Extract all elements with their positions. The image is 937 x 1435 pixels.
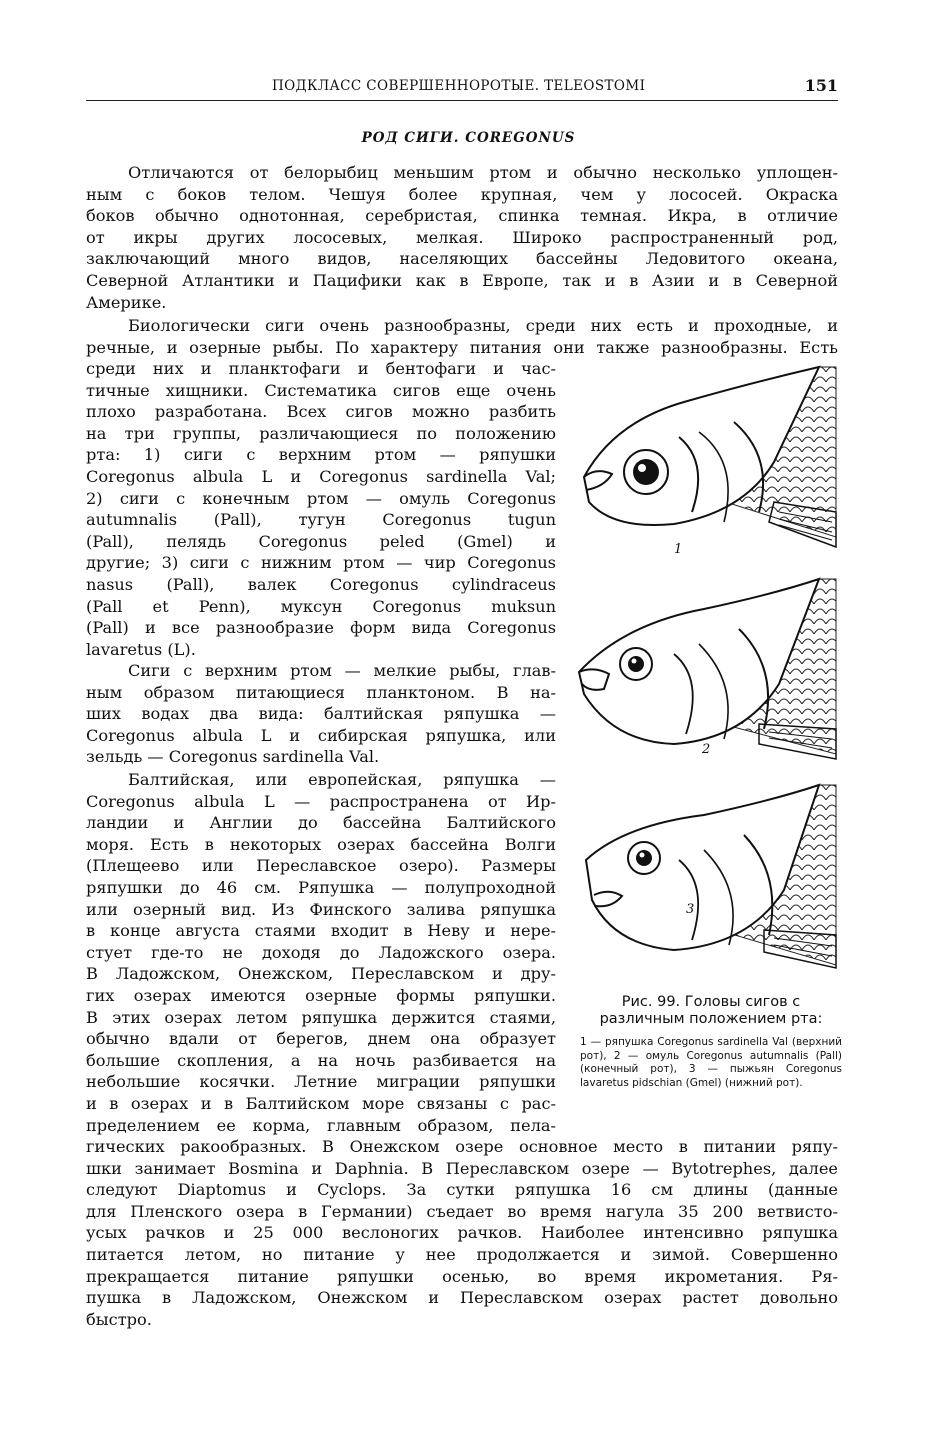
figure-label-3: 3 (686, 902, 695, 917)
text-line: питается летом, но питание у нее продолжается и зимой. Совершенно (86, 1244, 838, 1264)
text-line: autumnalis (Pall), тугун Coregonus tugun (86, 510, 556, 530)
text-line: прекращается питание ряпушки осенью, во время икрометания. Ря- (86, 1266, 838, 1286)
text-line: (Pall), пелядь Coregonus peled (Gmel) и (86, 531, 556, 551)
figure-caption-body: 1 — ряпушка Coregonus sardinella Val (верхний рот), 2 — омуль Coregonus autumnalis (Pall) (конечный рот), 3 — пыжьян Coregonus lavaretus pidschian (Gmel) (нижний рот). (580, 1036, 842, 1089)
text-line: шки занимает Bosmina и Daphnia. В Переславском озере — Bytotrephes, далее (86, 1158, 838, 1178)
section-title: РОД СИГИ. COREGONUS (361, 130, 576, 146)
figure-label-1: 1 (674, 542, 683, 557)
text-line: ным с боков телом. Чешуя более крупная, чем у лососей. Окраска (86, 184, 838, 204)
figure-label-2: 2 (702, 742, 711, 757)
text-line: усых рачков и 25 000 веслоногих рачков. Наиболее интенсивно ряпушка (86, 1223, 838, 1243)
text-line: зельдь — Coregonus sardinella Val. (86, 747, 380, 767)
text-line: гих озерах имеются озерные формы ряпушки. (86, 985, 556, 1005)
text-line: Coregonus albula L и сибирская ряпушка, или (86, 725, 556, 745)
text-line: на три группы, различающиеся по положению (86, 423, 556, 443)
text-line: для Пленского озера в Германии) съедает во время нагула 35 200 ветвисто- (86, 1201, 838, 1221)
text-line: В этих озерах летом ряпушка держится стаями, (86, 1007, 556, 1027)
running-head (86, 76, 838, 101)
figure-caption-title: Рис. 99. Головы сигов с различным положением рта: (599, 994, 823, 1027)
text-line: Отличаются от белорыбиц меньшим ртом и обычно несколько уплощен- (128, 163, 838, 182)
text-line: Балтийская, или европейская, ряпушка — (128, 770, 556, 789)
text-line: Биологически сиги очень разнообразны, среди них есть и проходные, и (128, 316, 838, 335)
text-line: обычно вдали от берегов, днем она образует (86, 1029, 556, 1049)
text-line: пределением ее корма, главным образом, пела- (86, 1115, 556, 1135)
paragraph-2-column (86, 358, 556, 660)
fish-head-1-illustration (574, 362, 846, 557)
text-line: ряпушки до 46 см. Ряпушка — полупроходной (86, 877, 556, 897)
text-line: гических ракообразных. В Онежском озере основное место в питании ряпу- (86, 1137, 838, 1156)
text-line: 2) сиги с конечным ртом — омуль Coregonus (86, 488, 556, 508)
paragraph-4-full (86, 1136, 838, 1330)
text-line: Северной Атлантики и Пацифики как в Европе, так и в Азии и в Северной (86, 270, 838, 290)
text-line: в конце августа стаями входит в Неву и нере- (86, 921, 556, 941)
text-line: быстро. (86, 1309, 152, 1329)
text-line: ным образом питающиеся планктоном. В на- (86, 682, 556, 702)
text-line: среди них и планктофаги и бентофаги и час- (86, 359, 556, 378)
paragraph-4-column (86, 769, 556, 1136)
page-number: 151 (804, 76, 838, 95)
text-line: nasus (Pall), валек Coregonus cylindraceus (86, 574, 556, 594)
paragraph-3 (86, 660, 556, 768)
text-line: следуют Diaptomus и Cyclops. За сутки ряпушка 16 см длины (данные (86, 1180, 838, 1200)
text-line: Америке. (86, 292, 167, 312)
text-line: и в озерах и в Балтийском море связаны с рас- (86, 1093, 556, 1113)
text-line: ших водах два вида: балтийская ряпушка — (86, 704, 556, 724)
text-line: или озерный вид. Из Финского залива ряпушка (86, 899, 556, 919)
text-line: плохо разработана. Всех сигов можно разбить (86, 402, 556, 422)
paragraph-1 (86, 162, 838, 313)
text-line: речные, и озерные рыбы. По характеру питания они также разнообразны. Есть (86, 337, 838, 357)
running-title: ПОДКЛАСС СОВЕРШЕННОРОТЫЕ. TELEOSTOMI (272, 78, 646, 94)
fish-head-3-illustration (574, 780, 846, 970)
text-line: Сиги с верхним ртом — мелкие рыбы, глав- (128, 661, 556, 680)
text-line: моря. Есть в некоторых озерах бассейна Волги (86, 834, 556, 854)
text-line: заключающий много видов, населяющих бассейны Ледовитого океана, (86, 249, 838, 269)
text-line: от икры других лососевых, мелкая. Широко распространенный род, (86, 227, 838, 247)
text-line: тичные хищники. Систематика сигов еще очень (86, 380, 556, 400)
text-line: пушка в Ладожском, Онежском и Переславском озерах растет довольно (86, 1288, 838, 1308)
fish-head-2-illustration (574, 574, 846, 764)
text-line: В Ладожском, Онежском, Переславском и дру- (86, 964, 556, 984)
text-line: другие; 3) сиги с нижним ртом — чир Coregonus (86, 553, 556, 573)
text-line: стует где-то не доходя до Ладожского озера. (86, 942, 556, 962)
text-line: большие скопления, а на ночь разбивается на (86, 1050, 556, 1070)
text-line: небольшие косячки. Летние миграции ряпушки (86, 1072, 556, 1092)
text-line: (Pall et Penn), муксун Coregonus muksun (86, 596, 556, 616)
text-line: (Плещеево или Переславское озеро). Размеры (86, 856, 556, 876)
text-line: ландии и Англии до бассейна Балтийского (86, 813, 556, 833)
text-line: (Pall) и все разнообразие форм вида Coregonus (86, 618, 556, 638)
text-line: боков обычно однотонная, серебристая, спинка темная. Икра, в отличие (86, 206, 838, 226)
text-line: рта: 1) сиги с верхним ртом — ряпушки (86, 445, 556, 465)
paragraph-2-full (86, 315, 838, 358)
text-line: Coregonus albula L — распространена от Ир- (86, 791, 556, 811)
text-line: Coregonus albula L и Coregonus sardinella Val; (86, 466, 556, 486)
text-line: lavaretus (L). (86, 639, 196, 659)
